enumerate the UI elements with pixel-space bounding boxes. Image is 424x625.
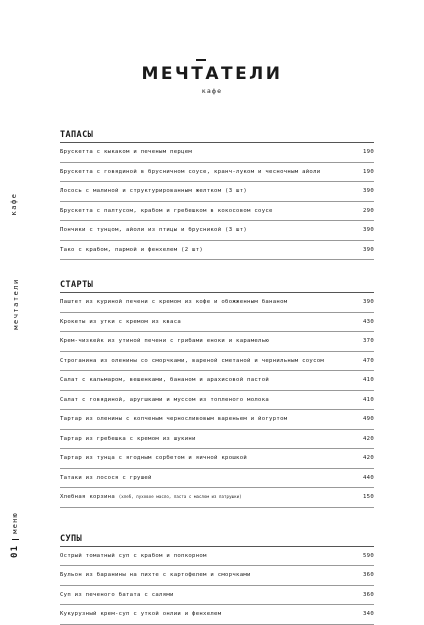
- menu-item: [60, 566, 374, 586]
- item-price: 340: [362, 611, 374, 618]
- menu-item: [60, 221, 374, 241]
- item-name: Бульон из баранины на пихте с картофелем и сморчками: [60, 572, 251, 579]
- item-name: Тартар из тунца с ягодным сорбетом и яичной крошкой: [60, 455, 248, 462]
- item-name: Салат с кальмаром, вешенками, бананом и арахисовой пастой: [60, 377, 270, 384]
- item-price: 190: [362, 149, 374, 156]
- item-name: Брускетта с палтусом, крабом и гребешком в кокосовом соусе: [60, 207, 273, 214]
- item-price: 410: [362, 396, 374, 403]
- brand-logo: [0, 64, 424, 95]
- menu-item: [60, 241, 374, 261]
- menu-section-soups: [60, 532, 374, 625]
- item-name: Салат с говядиной, аругшками и муссом из топленого молока: [60, 396, 270, 403]
- menu-item: [60, 488, 374, 508]
- item-price: 390: [362, 188, 374, 195]
- section-title: ТАПАСЫ: [60, 128, 374, 143]
- item-name: Татаки из лосося с грушей: [60, 474, 152, 481]
- item-price: 420: [362, 435, 374, 442]
- menu-item: [60, 143, 374, 163]
- item-name: Суп из печеного батата с салями: [60, 591, 174, 598]
- item-price: 290: [362, 207, 374, 214]
- menu-item: [60, 202, 374, 222]
- menu-section-tapas: [60, 128, 374, 260]
- item-price: 390: [362, 246, 374, 253]
- menu-item: [60, 182, 374, 202]
- brand-name-text: МЕЧТАТЕЛИ: [141, 64, 283, 84]
- item-price: 490: [362, 416, 374, 423]
- menu-item: [60, 332, 374, 352]
- item-name: Тако с крабом, пармой и фенхелем (2 шт): [60, 246, 204, 253]
- menu-item: [60, 352, 374, 372]
- item-name: Пончики с тунцом, айоли из птицы и брусникой (3 шт): [60, 227, 248, 234]
- item-name: Лосось с малиной и структурированным желтком (3 шт): [60, 188, 248, 195]
- menu-item: [60, 605, 374, 625]
- item-name: Крокеты из утки с кремом из кваса: [60, 318, 182, 325]
- brand-subtitle: кафе: [201, 87, 223, 95]
- item-name: Брускетта с кыкаком и печеным перцем: [60, 149, 193, 156]
- section-title: СТАРТЫ: [60, 278, 374, 293]
- item-price: 430: [362, 318, 374, 325]
- item-price: 150: [362, 494, 374, 501]
- item-price: 470: [362, 357, 374, 364]
- menu-item: [60, 547, 374, 567]
- menu-item: [60, 586, 374, 606]
- section-gap: [60, 260, 374, 278]
- item-name: Хлебная корзина: [60, 494, 116, 501]
- item-price: 590: [362, 552, 374, 559]
- item-price: 360: [362, 591, 374, 598]
- page-number: 01: [10, 544, 20, 558]
- page-label: меню: [11, 512, 19, 534]
- item-price: 370: [362, 338, 374, 345]
- item-name: Тартар из гребешка с кремом из шукини: [60, 435, 196, 442]
- menu-list: [60, 128, 374, 625]
- item-price: 190: [362, 168, 374, 175]
- side-label-cafe: кафе: [10, 192, 18, 216]
- item-price: 390: [362, 299, 374, 306]
- item-name: Кукурузный крем-суп с уткой онлии и фенхелем: [60, 611, 222, 618]
- menu-item: [60, 163, 374, 183]
- menu-item: [60, 391, 374, 411]
- side-page-marker: [10, 500, 20, 570]
- menu-section-starters: [60, 278, 374, 508]
- item-name: Брускетта с говядиной в брусничном соусе, кранч-луком и чесночным айоли: [60, 168, 321, 175]
- side-label-name: мечтатели: [12, 278, 20, 330]
- item-price: 390: [362, 227, 374, 234]
- item-name: Строганина из оленины со сморчками, вареной сметаной и чернильным соусом: [60, 357, 325, 364]
- item-note: (хлеб, пуховое масло, паста с маслом из патрушки): [118, 494, 242, 500]
- menu-item: [60, 371, 374, 391]
- menu-item: [60, 313, 374, 333]
- item-price: 440: [362, 474, 374, 481]
- menu-item: [60, 410, 374, 430]
- item-name: Острый томатный суп с крабом и попкорном: [60, 552, 207, 559]
- section-gap: [60, 508, 374, 532]
- item-name: Крем-чизкейк из утиной печени с грибами еноки и карамелью: [60, 338, 270, 345]
- item-price: 420: [362, 455, 374, 462]
- page-divider: [12, 539, 19, 540]
- brand-name: [141, 64, 282, 84]
- item-price: 360: [362, 572, 374, 579]
- item-price: 410: [362, 377, 374, 384]
- item-name-with-note: [60, 494, 242, 500]
- item-name: Паштет из куриной печени с кремом из кофе и обожженным бананом: [60, 299, 288, 306]
- menu-item: [60, 293, 374, 313]
- section-title: СУПЫ: [60, 532, 374, 547]
- logo-accent-mark: [196, 59, 206, 61]
- menu-item: [60, 469, 374, 489]
- item-name: Тартар из оленины с копченым черносливовым вареньем и йогуртом: [60, 416, 288, 423]
- menu-item: [60, 449, 374, 469]
- menu-item: [60, 430, 374, 450]
